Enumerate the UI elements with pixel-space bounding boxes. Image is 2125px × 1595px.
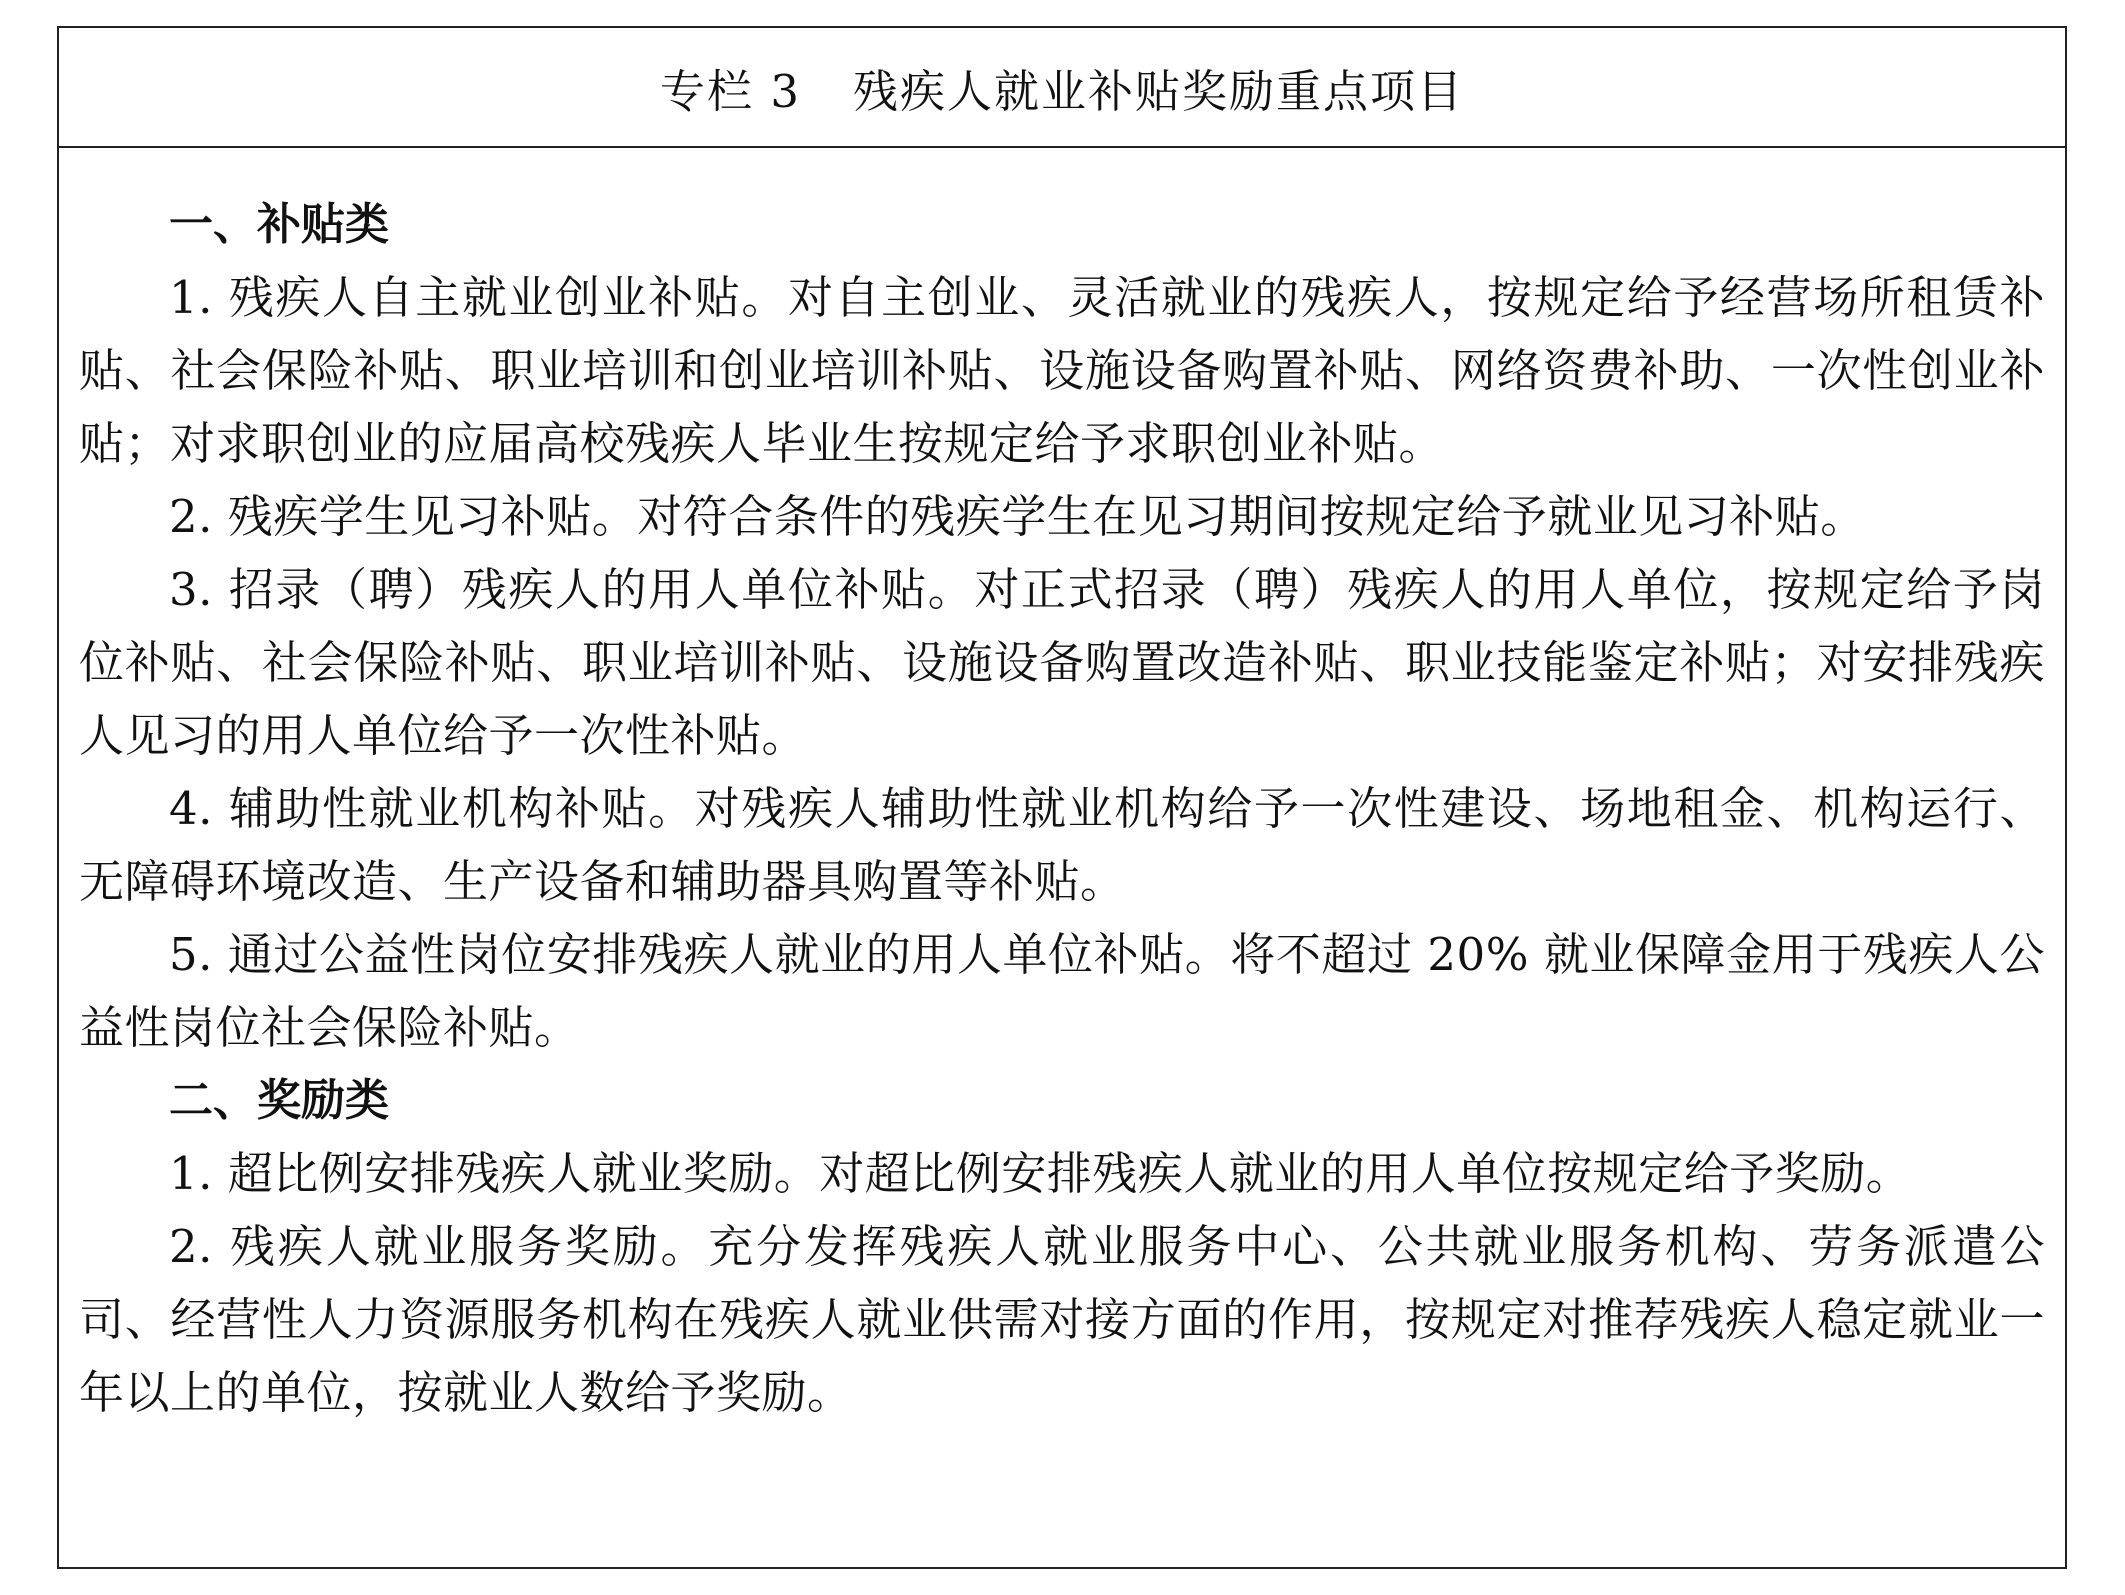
feature-box	[57, 26, 2067, 1569]
reward-item-2: 2. 残疾人就业服务奖励。充分发挥残疾人就业服务中心、公共就业服务机构、劳务派遣公司、经营性人力资源服务机构在残疾人就业供需对接方面的作用，按规定对推荐残疾人稳定就业一年以上的单位，按就业人数给予奖励。	[79, 1220, 2045, 1419]
column-number: 专栏 3	[660, 64, 801, 118]
box-header	[59, 28, 2065, 148]
section-heading-subsidy: 一、补贴类	[169, 199, 389, 250]
subsidy-item-4: 4. 辅助性就业机构补贴。对残疾人辅助性就业机构给予一次性建设、场地租金、机构运行、无障碍环境改造、生产设备和辅助器具购置等补贴。	[79, 782, 2045, 908]
reward-item-1: 1. 超比例安排残疾人就业奖励。对超比例安排残疾人就业的用人单位按规定给予奖励。	[169, 1147, 1912, 1200]
subsidy-item-1: 1. 残疾人自主就业创业补贴。对自主创业、灵活就业的残疾人，按规定给予经营场所租赁补贴、社会保险补贴、职业培训和创业培训补贴、设施设备购置补贴、网络资费补助、一次性创业补贴；对求职创业的应届高校残疾人毕业生按规定给予求职创业补贴。	[79, 271, 2045, 470]
subsidy-item-5: 5. 通过公益性岗位安排残疾人就业的用人单位补贴。将不超过 20% 就业保障金用于残疾人公益性岗位社会保险补贴。	[79, 928, 2045, 1054]
box-body	[59, 148, 2065, 1429]
section-heading-reward: 二、奖励类	[169, 1075, 389, 1126]
subsidy-item-2: 2. 残疾学生见习补贴。对符合条件的残疾学生在见习期间按规定给予就业见习补贴。	[169, 490, 1866, 543]
subsidy-item-3: 3. 招录（聘）残疾人的用人单位补贴。对正式招录（聘）残疾人的用人单位，按规定给予岗位补贴、社会保险补贴、职业培训补贴、设施设备购置改造补贴、职业技能鉴定补贴；对安排残疾人见习的用人单位给予一次性补贴。	[79, 563, 2045, 762]
box-title: 残疾人就业补贴奖励重点项目	[852, 64, 1464, 118]
